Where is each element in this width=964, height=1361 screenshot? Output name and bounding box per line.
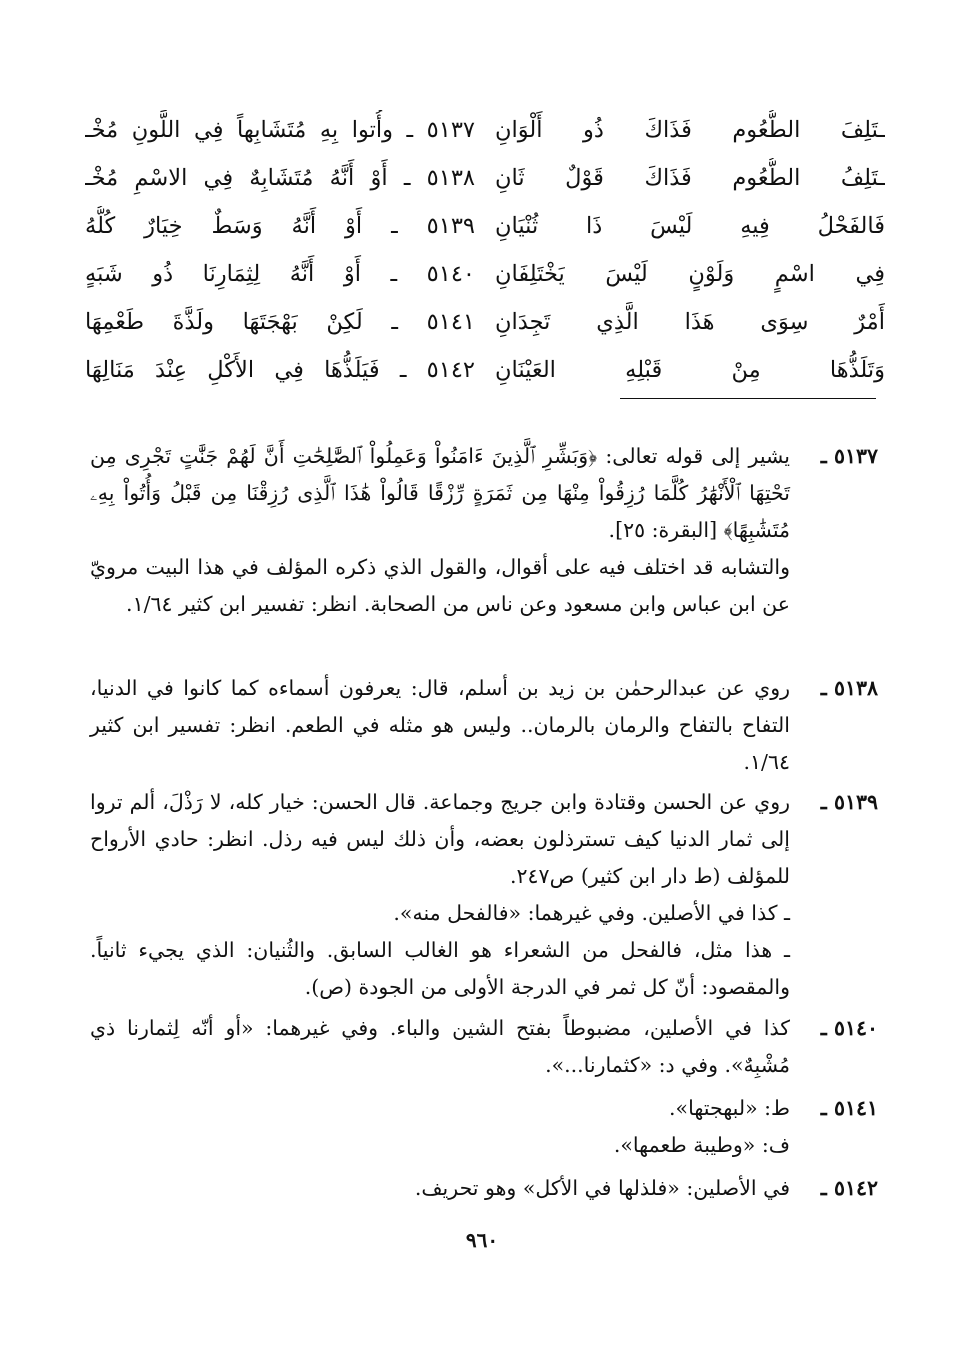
verse-row bbox=[85, 254, 885, 294]
footnote-paragraph: ف: «وطيبة طعمها». bbox=[613, 1133, 790, 1157]
verse-row bbox=[85, 206, 885, 246]
verse-first-hemistich: ٥١٤١ ـ لَكِنْ بَهْجَتَهَا ولَذَّةَ طَعْمِهَا bbox=[85, 309, 475, 335]
footnote-body bbox=[90, 1090, 790, 1164]
verse-row bbox=[85, 302, 885, 342]
footnote-paragraph: ط: «لبهجتها». bbox=[669, 1096, 790, 1120]
verse-row bbox=[85, 158, 885, 198]
footnote-paragraph: والتشابه قد اختلف فيه على أقوال، والقول الذي ذكره المؤلف في هذا البيت مرويّ عن ابن عباس وابن مسعود وعن ناس من الصحابة. انظر: تفسير ابن كثير ١/٦٤. bbox=[90, 555, 790, 616]
verse-first-hemistich: ٥١٣٨ ـ أَوْ أَنَّهُ مُتَشَابِهٌ فِي الاسْمِ مُخْـ bbox=[85, 165, 475, 191]
verse-second-hemistich: أَمْرٌ سِوَى هَذَا الَّذِي تَجِدَانِ bbox=[495, 309, 885, 335]
footnote bbox=[90, 1090, 878, 1164]
verse-first-hemistich: ٥١٤٠ ـ أَوْ أَنَّهُ لِثِمَارِنَا ذُو شَبَهٍ bbox=[85, 261, 475, 287]
footnote-paragraph: ـ كذا في الأصلين. وفي غيرهما: «فالفحل منه». bbox=[393, 901, 790, 925]
verse-first-hemistich: ٥١٣٧ ـ وأُتوا بِهِ مُتَشَابِهاً فِي اللَّونِ مُخْـ bbox=[85, 117, 475, 143]
footnote bbox=[90, 670, 878, 781]
footnote-paragraph: روي عن الحسن وقتادة وابن جريج وجماعة. قال الحسن: خيار كله، لا رَذْلَ، ألم تروا إلى ثمار الدنيا كيف تسترذلون بعضه، وأن ذلك ليس فيه رذل. انظر: حادي الأرواح للمؤلف (ط دار ابن كثير) ص٢٤٧. bbox=[90, 790, 790, 888]
footnote bbox=[90, 784, 878, 1006]
page-number: ٩٦٠ bbox=[465, 1228, 499, 1252]
footnote-body bbox=[90, 784, 790, 1006]
footnote-number: ٥١٣٩ ـ bbox=[820, 790, 878, 814]
footnote-number: ٥١٣٨ ـ bbox=[820, 676, 878, 700]
verse-second-hemistich: فِي اسْمٍ وَلَوْنٍ لَيْسَ يَخْتَلِفَانِ bbox=[495, 261, 885, 287]
footnote-number: ٥١٤١ ـ bbox=[820, 1096, 878, 1120]
verse-first-hemistich: ٥١٣٩ ـ أَوْ أَنَّهُ وَسَطٌ خِيَارٌ كُلُّهُ bbox=[85, 213, 475, 239]
footnote bbox=[90, 1010, 878, 1084]
footnote-paragraph: كذا في الأصلين، مضبوطاً بفتح الشين والباء. وفي غيرهما: «أو أنّه لِثمارنا ذي مُشْبِهٌ». وفي د: «كثمارنا...». bbox=[90, 1016, 790, 1077]
footnote-separator bbox=[620, 398, 876, 399]
verse-second-hemistich: ـتَلِفَ الطُّعُوم فَذَاكَ ذُو أَلْوَانِ bbox=[495, 117, 885, 143]
verse-row bbox=[85, 350, 885, 390]
footnote-paragraph: يشير إلى قوله تعالى: ﴿وَبَشِّرِ ٱلَّذِينَ ءَامَنُواْ وَعَمِلُواْ ٱلصَّٰلِحَٰتِ أَنَّ لَهُمْ جَنَّٰتٍ تَجْرِى مِن تَحْتِهَا ٱلْأَنْهَٰرُ كُلَّمَا رُزِقُواْ مِنْهَا مِن ثَمَرَةٍ رِّزْقًا قَالُواْ هَٰذَا ٱلَّذِى رُزِقْنَا مِن قَبْلُ وَأُتُواْ بِهِۦ مُتَشَٰبِهًا﴾ [البقرة: ٢٥]. bbox=[90, 444, 790, 542]
verse-second-hemistich: ـتَلِفُ الطُّعُوم فَذَاكَ قَوْلٌ ثَانِ bbox=[495, 165, 885, 191]
footnote-body bbox=[90, 438, 790, 623]
footnote-paragraph: روي عن عبدالرحمٰن بن زيد بن أسلم، قال: يعرفون أسماءه كما كانوا في الدنيا، التفاح بالتفاح والرمان بالرمان.. وليس هو مثله في الطعم. انظر: تفسير ابن كثير ١/٦٤. bbox=[90, 676, 790, 774]
footnote-body bbox=[90, 1010, 790, 1084]
footnote bbox=[90, 1170, 878, 1207]
verse-second-hemistich: وَتَلَذُّهَا مِنْ قَبْلِهِ العَيْنَانِ bbox=[495, 357, 885, 383]
footnote-paragraph: ـ هذا مثل، فالفحل من الشعراء هو الغالب السابق. والثُنيان: الذي يجيء ثانياً. والمقصود: أنّ كل ثمر في الدرجة الأولى من الجودة (ص). bbox=[90, 938, 790, 999]
footnote-number: ٥١٤٢ ـ bbox=[820, 1176, 878, 1200]
verse-second-hemistich: فَالفَحْلُ فِيهِ لَيْسَ ذَا ثُنْيَانِ bbox=[495, 213, 885, 239]
footnote-number: ٥١٣٧ ـ bbox=[820, 444, 878, 468]
verse-row bbox=[85, 110, 885, 150]
footnote-body bbox=[90, 670, 790, 781]
footnote-number: ٥١٤٠ ـ bbox=[820, 1016, 878, 1040]
verse-first-hemistich: ٥١٤٢ ـ فَيَلَذُّهَا فِي الأَكْلِ عِنْدَ مَنَالِهَا bbox=[85, 357, 475, 383]
footnote-body bbox=[90, 1170, 790, 1207]
footnote-paragraph: في الأصلين: «فلذلها في الأكل» وهو تحريف. bbox=[414, 1176, 790, 1200]
footnote bbox=[90, 438, 878, 623]
